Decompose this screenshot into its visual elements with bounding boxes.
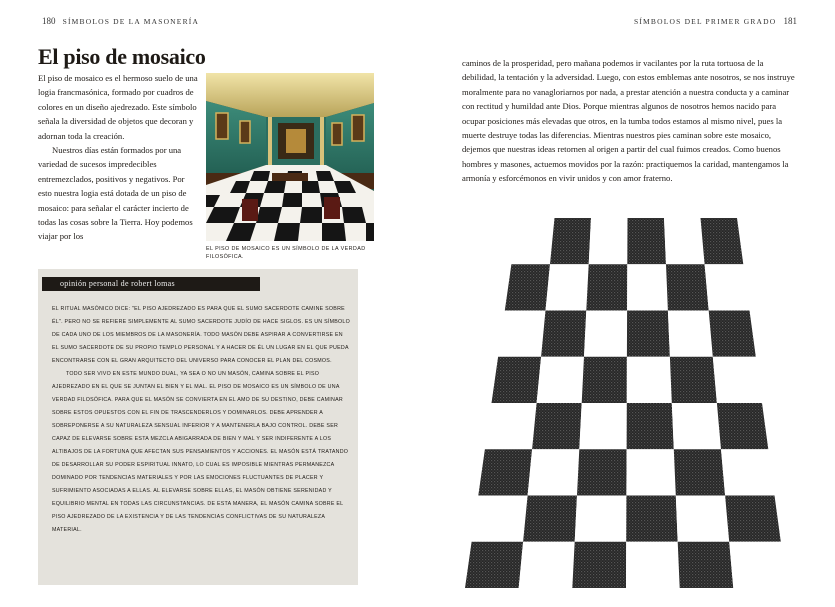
board-square-dark — [586, 264, 627, 310]
board-square-dark — [709, 311, 756, 357]
left-running-header — [38, 16, 199, 26]
left-page-number: 180 — [42, 16, 56, 26]
board-square-light — [626, 542, 680, 588]
board-square-dark — [666, 264, 709, 310]
board-square-dark — [523, 496, 577, 542]
board-square-light — [511, 218, 554, 264]
board-square-dark — [627, 403, 674, 449]
board-square-light — [729, 542, 787, 588]
board-square-light — [626, 449, 675, 495]
board-square-dark — [582, 357, 627, 403]
board-square-dark — [505, 264, 550, 310]
board-square-dark — [674, 449, 725, 495]
lodge-photo — [206, 73, 374, 241]
board-square-light — [627, 264, 668, 310]
intro-paragraph-1: El piso de mosaico es el hermoso suelo de una logia francmasónica, formado por cuadros de colores en un diseño ajedrezado. Este símbolo señala la diversidad de objetos que decoran y adornan toda la creación. — [38, 73, 198, 141]
board-square-dark — [717, 403, 768, 449]
photo-caption: EL PISO DE MOSAICO ES UN SÍMBOLO DE LA VERDAD FILOSÓFICA. — [206, 246, 366, 260]
opinion-box — [38, 269, 358, 585]
board-square-light — [627, 357, 672, 403]
board-square-dark — [541, 311, 586, 357]
page-title: El piso de mosaico — [38, 44, 206, 69]
board-square-light — [713, 357, 762, 403]
opinion-paragraph-2: TODO SER VIVO EN ESTE MUNDO DUAL, YA SEA O NO UN MASÓN, CAMINA SOBRE EL PISO AJEDREZADO EN EL QUE SE JUNTAN EL BIEN Y EL MAL. EL PISO DE MOSAICO ES UN SÍMBOLO DE UNA VERDAD FILOSÓFICA. PARA QUE EL MASÓN SE CONVIERTA EN EL AMO DE SU DESTINO, DEBE CAMINAR SOBRE ESTOS OPUESTOS CON EL FIN DE TRASCENDERLOS Y DOMINARLOS. DEBE APRENDER A SOBREPONERSE A SU NATURALEZA SENSUAL INFERIOR Y A MANTENERLA BAJO CONTROL. DEBE SER CAPAZ DE ELEVARSE SOBRE ESTA MEZCLA ABIGARRADA DE BIEN Y MAL Y SER INDIFERENTE A LOS ALTIBAJOS DE LA FORTUNA QUE AFECTAN SUS PENSAMIENTOS Y ACCIONES. EL MASÓN ESTÁ TRATANDO DE DESARROLLAR SU PODER ESPIRITUAL INNATO, LO CUAL ES IMPOSIBLE MIENTRAS PERMANEZCA DOMINADO POR TENDENCIAS MATERIALES Y POR LAS EMOCIONES FLUCTUANTES DE PLACER Y SUFRIMIENTO ASOCIADAS A ELLAS. AL ELEVARSE SOBRE ELLAS, EL MASÓN OBTIENE SERENIDAD Y EQUILIBRIO MENTAL EN TODAS LAS CIRCUNSTANCIAS. DE ESTA MANERA, EL MASÓN CAMINA SOBRE EL PISO AJEDREZADO DE LA EXISTENCIA Y DE LAS TENDENCIAS CONFLICTIVAS DE SU NATURALEZA MATERIAL. — [52, 371, 349, 533]
board-square-light — [584, 311, 627, 357]
board-square-dark — [532, 403, 582, 449]
board-square-light — [672, 403, 721, 449]
board-square-light — [705, 264, 750, 310]
board-square-light — [589, 218, 628, 264]
board-square-dark — [627, 311, 670, 357]
board-square-dark — [572, 542, 626, 588]
right-running-header — [634, 16, 801, 26]
lodge-photo-figure — [206, 73, 374, 261]
left-running-title: SÍMBOLOS DE LA MASONERÍA — [62, 17, 200, 26]
board-square-dark — [478, 449, 532, 495]
board-square-dark — [678, 542, 734, 588]
right-page — [417, 0, 835, 607]
left-page — [0, 0, 417, 607]
right-paragraph: caminos de la prosperidad, pero mañana podemos ir vacilantes por la ruta tortuosa de la debilidad, la tentación y la adversidad. Luego, con estos emblemas ante nosotros, se nos instruye moralmente para no vanagloriarnos por nada, a prestar atención a nuestra conducta y a caminar con rectitud y humildad ante Dios. Porque mientras algunos de nosotros hemos nacido para ocupar posiciones más elevadas que otros, en la tumba todos estamos al mismo nivel, pues la muerte destruye todas las diferencias. Mientras nuestros pies caminan sobre este mosaico, dejemos que nuestras ideas retornen al origen a partir del cual fuimos creados. Como buenos hombres y masones, actuemos movidos por la razón: practiquemos la caridad, mantengamos la armonía y esforcémonos en vivir unidos y con amor fraterno. — [462, 58, 795, 184]
board-square-light — [528, 449, 580, 495]
right-page-number: 181 — [783, 16, 797, 26]
board-square-light — [485, 403, 537, 449]
board-square-light — [575, 496, 627, 542]
board-square-dark — [465, 542, 523, 588]
board-square-light — [519, 542, 575, 588]
intro-paragraph-2: Nuestros días están formados por una variedad de sucesos impredecibles entremezclados, positivos y negativos. Por esto nuestra logia está dotada de un piso de mosaico: para señalar el carácter incierto de todas las cosas sobre la Tierra. Hoy podemos viajar por los — [38, 145, 193, 242]
right-running-title: SÍMBOLOS DEL PRIMER GRADO — [633, 17, 777, 26]
board-square-dark — [492, 357, 542, 403]
board-square-light — [537, 357, 584, 403]
board-square-light — [664, 218, 705, 264]
board-square-dark — [627, 218, 666, 264]
board-square-dark — [550, 218, 591, 264]
opinion-box-title: opinión personal de robert lomas — [42, 277, 260, 291]
board-square-light — [472, 496, 528, 542]
board-square-light — [546, 264, 589, 310]
board-square-light — [676, 496, 729, 542]
intro-text — [38, 71, 200, 244]
board-square-light — [721, 449, 775, 495]
mosaic-pavement-illustration — [461, 214, 791, 594]
board-square-light — [579, 403, 627, 449]
board-square-dark — [725, 496, 781, 542]
board-square-dark — [626, 496, 678, 542]
opinion-box-text — [52, 303, 350, 537]
board-square-dark — [577, 449, 627, 495]
board-square-light — [498, 311, 545, 357]
board-square-dark — [670, 357, 717, 403]
board-square-light — [668, 311, 713, 357]
opinion-paragraph-1: EL RITUAL MASÓNICO DICE: "EL PISO AJEDREZADO ES PARA QUE EL SUMO SACERDOTE CAMINE SOBRE ÉL". PERO NO SE REFIERE SIMPLEMENTE AL SUMO SACERDOTE JUDÍO DE HACE SIGLOS. ES UN SÍMBOLO DE CADA UNO DE LOS MIEMBROS DE LA MASONERÍA. TODO MASÓN DEBE ASPIRAR A CONVERTIRSE EN EL SUMO SACERDOTE DE SU PROPIO TEMPLO PERSONAL Y A HACER DE ÉL UN LUGAR EN EL QUE PUEDA ENCONTRARSE CON EL GRAN ARQUITECTO DEL UNIVERSO PARA CONOCER EL PLAN DEL COSMOS. — [52, 306, 350, 364]
board-square-dark — [701, 218, 744, 264]
